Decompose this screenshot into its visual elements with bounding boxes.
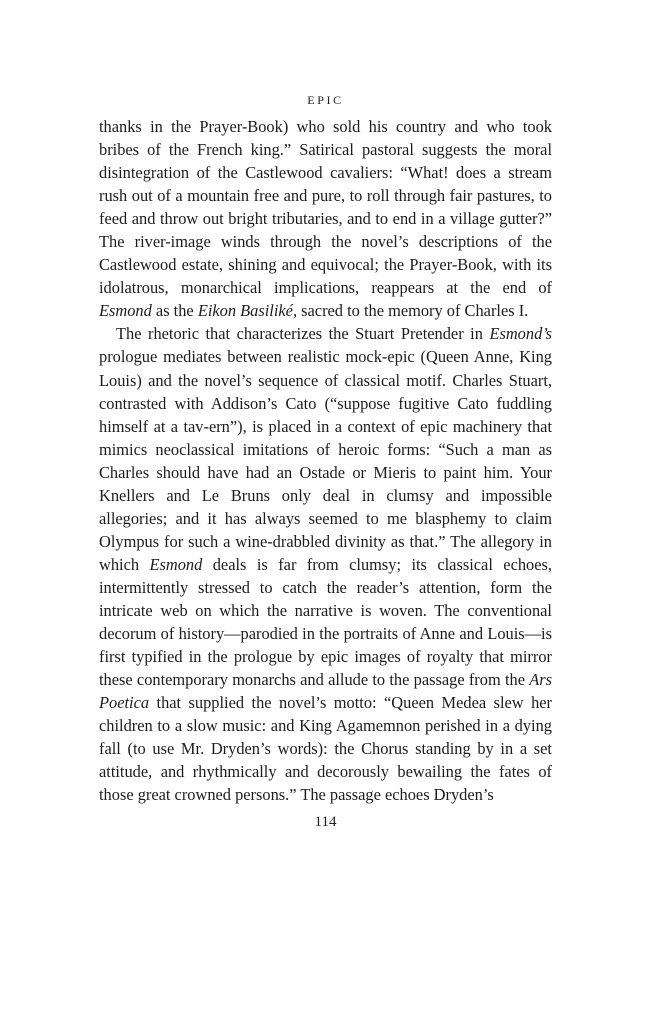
paragraph-1-title-eikon-basilike: Eikon Basiliké, bbox=[197, 301, 298, 321]
paragraph-2-text-1: The rhetoric that characterizes the Stuart Pretender in bbox=[116, 324, 490, 344]
paragraph-2-title-esmonds: Esmond’s bbox=[489, 324, 552, 344]
running-head: EPIC bbox=[307, 93, 344, 107]
paragraph-2-title-ars-poetica: Ars Poetica bbox=[99, 670, 552, 713]
paragraph-2-text-2: prologue mediates between realistic mock-epic (Queen Anne, King Louis) and the novel’s sequence of classical motif. Charles Stuart, contrasted with Addison’s Cato (“suppose fugitive Cato fuddling himself at a tav-ern”), is placed in a context of epic machinery that mimics neoclassical imitations of heroic forms: “Such a man as Charles should have had an Ostade or Mieris to paint him. Your Knellers and Le Bruns only deal in clumsy and impossible allegories; and it has always seemed to me blasphemy to claim Olympus for such a wine-drabbled divinity as that.” The allegory in which bbox=[99, 347, 552, 574]
paragraph-1-text-2: as the bbox=[151, 301, 198, 321]
paragraph-1-text-3: sacred to the memory of Charles I. bbox=[297, 301, 529, 321]
page-number: 114 bbox=[314, 814, 337, 831]
paragraph-1 bbox=[99, 115, 552, 322]
paragraph-1-title-esmond: Esmond bbox=[99, 301, 152, 321]
book-page bbox=[99, 92, 552, 832]
paragraph-2-title-esmond: Esmond bbox=[149, 554, 203, 574]
paragraph-1-text-1: thanks in the Prayer-Book) who sold his country and who took bribes of the French king.” Satirical pastoral suggests the moral disintegration of the Castlewood cavaliers: “What! does a stream rush out of a mountain free and pure, to roll through fair pastures, to feed and throw out bright tributaries, and to end in a village gutter?” The river-image winds through the novel’s descriptions of the Castlewood estate, shining and equivocal; the Prayer-Book, with its idolatrous, monarchical implications, reappears at the end of bbox=[99, 117, 552, 298]
paragraph-2 bbox=[99, 322, 552, 806]
paragraph-2-text-4: that supplied the novel’s motto: “Queen Medea slew her children to a slow music: and King Agamemnon perished in a dying fall (to use Mr. Dryden’s words): the Chorus standing by in a set attitude, and rhythmically and decorously bewailing the fates of those great crowned persons.” The passage echoes Dryden’s bbox=[99, 693, 552, 805]
paragraph-2-text-3: deals is far from clumsy; its classical echoes, intermittently stressed to catch the reader’s attention, form the intricate web on which the narrative is woven. The conventional decorum of history—parodied in the portraits of Anne and Louis—is first typified in the prologue by epic images of royalty that mirror these contemporary monarchs and allude to the passage from the bbox=[99, 554, 552, 690]
body-text bbox=[99, 115, 552, 806]
